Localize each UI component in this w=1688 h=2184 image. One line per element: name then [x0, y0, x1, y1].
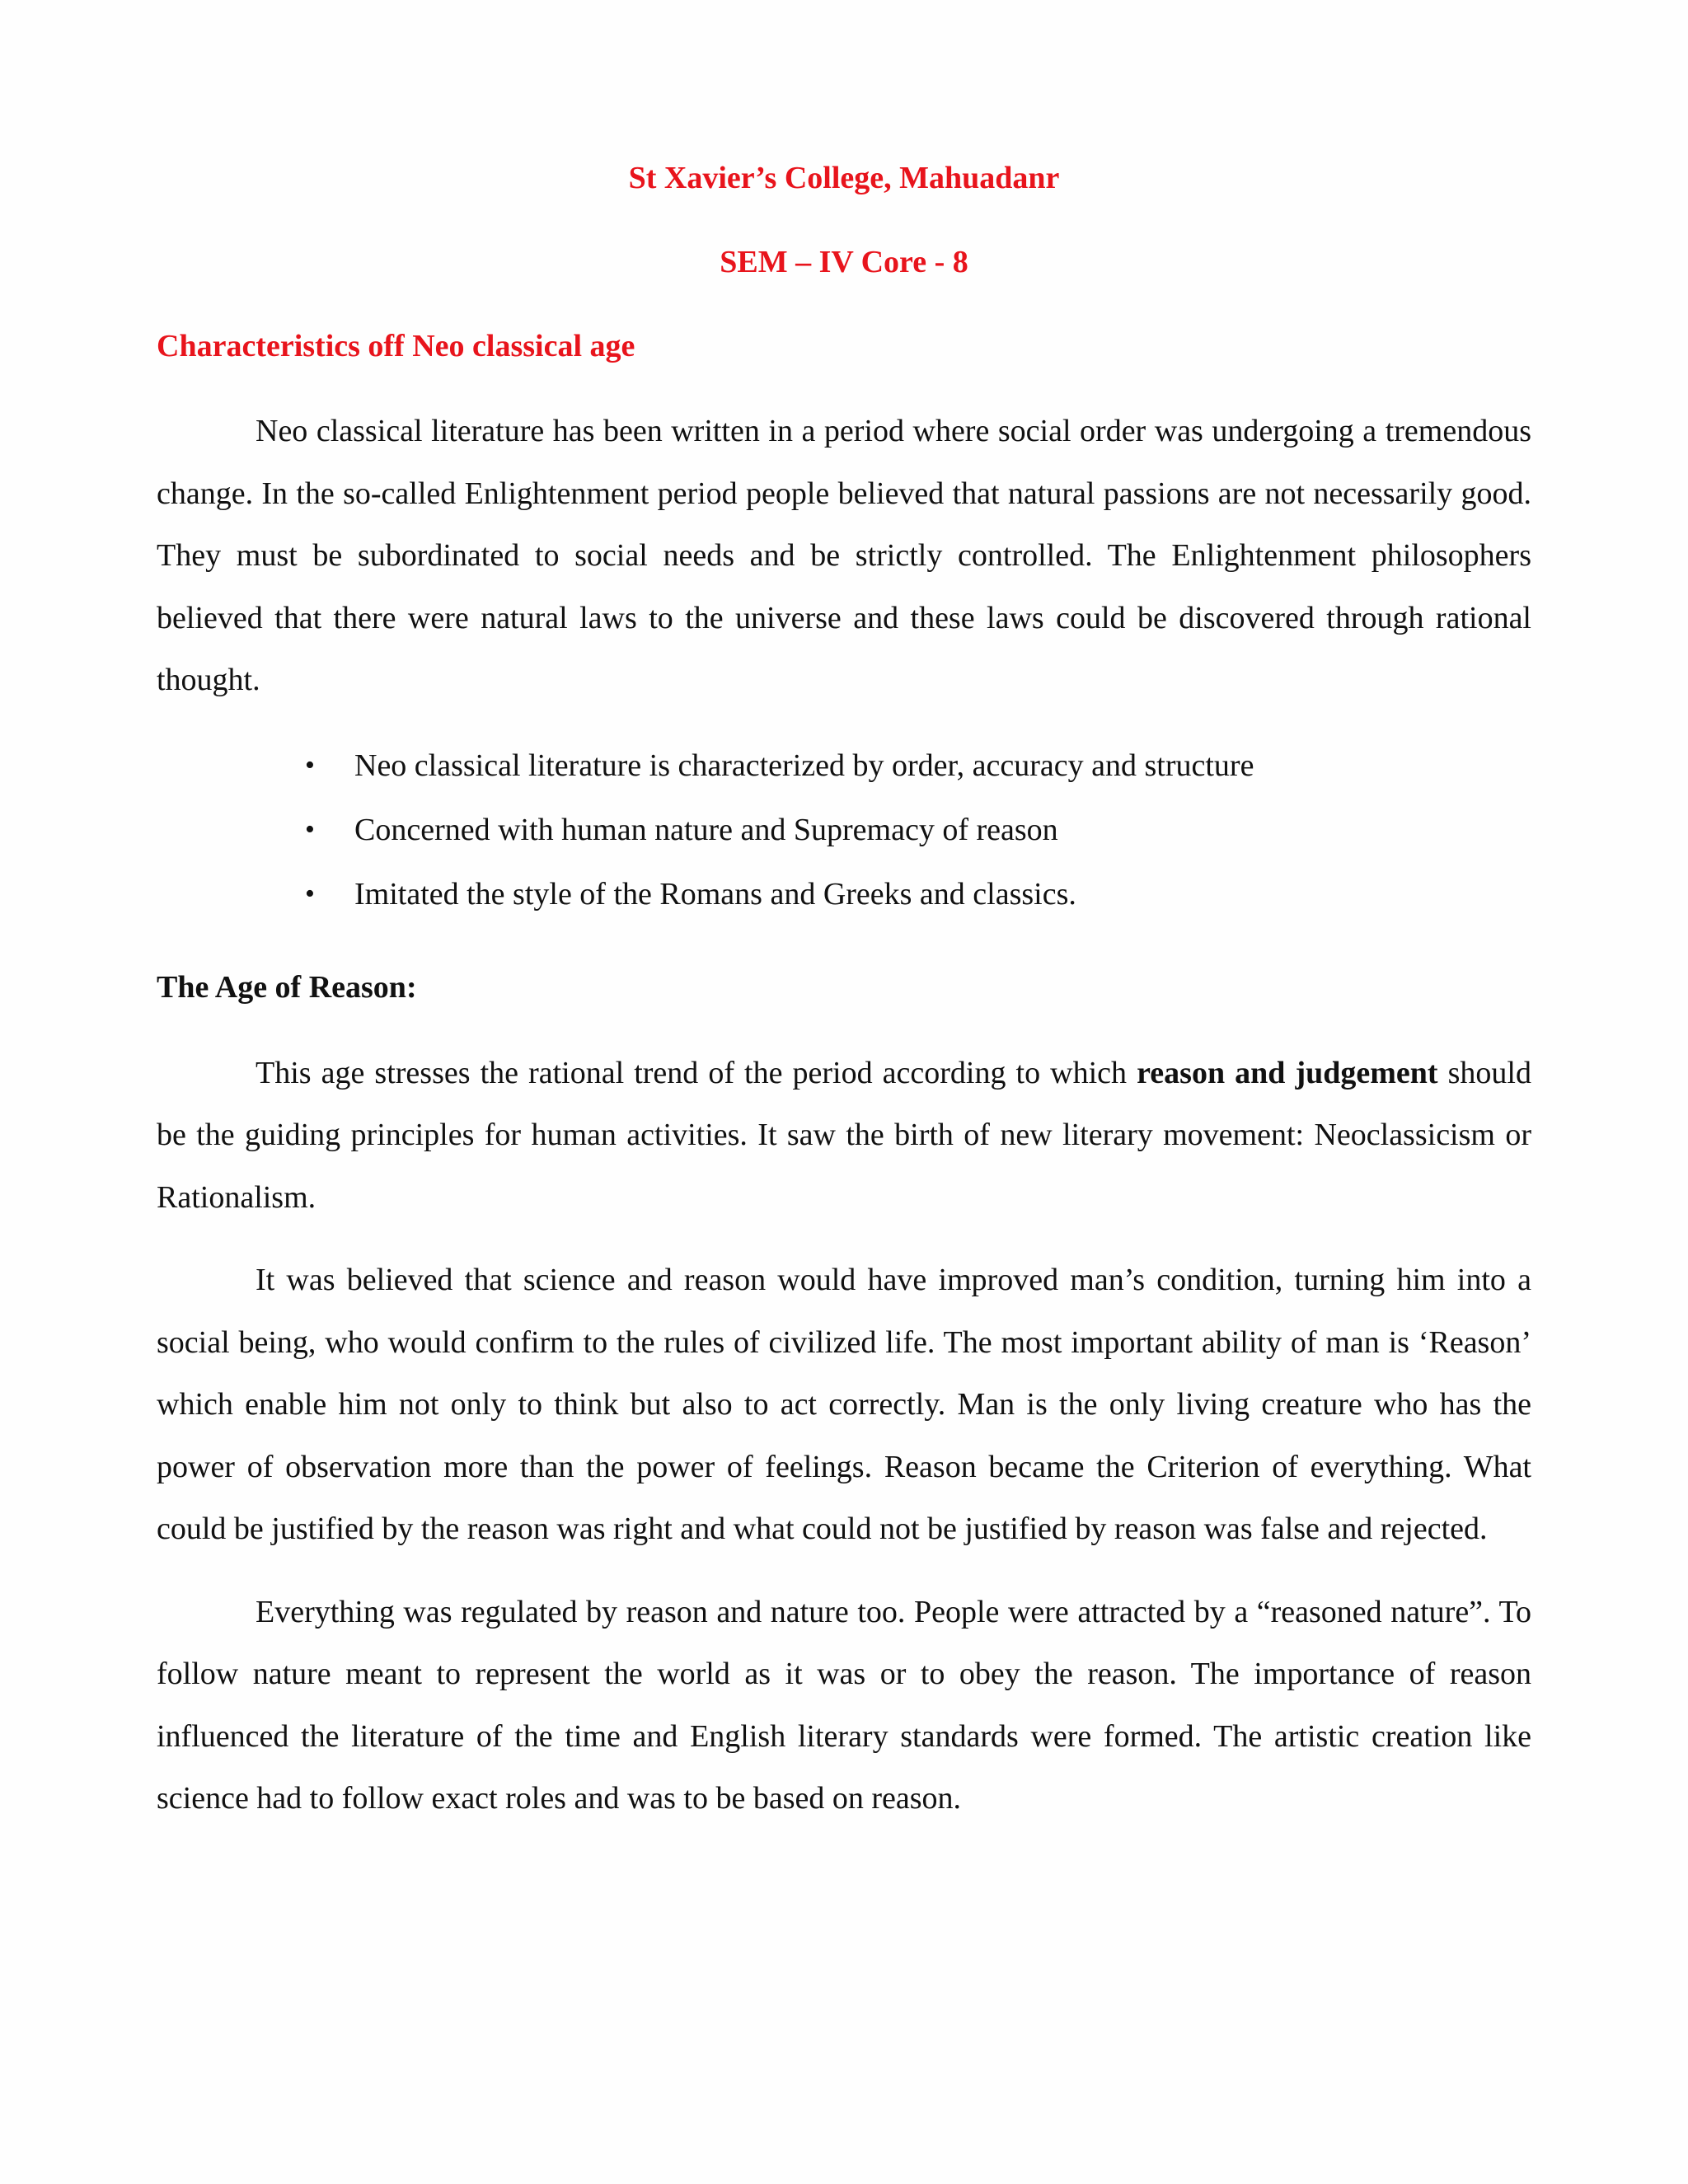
section-heading-characteristics: Characteristics off Neo classical age — [157, 329, 635, 363]
bullet-text: Neo classical literature is characterized by order, accuracy and structure — [354, 748, 1254, 783]
bullet-text: Concerned with human nature and Supremacy of reason — [354, 812, 1058, 847]
bold-phrase: reason and judgement — [1137, 1055, 1438, 1090]
paragraph-age-of-reason-2: It was believed that science and reason would have improved man’s condition, turning him into a social being, who would confirm to the rules of civilized life. The most important ability of man is ‘Reason’ which enable him not only to think but also to act correctly. Man is the only living creature who has the power of observation more than the power of feelings. Reason became the Criterion of everything. What could be justified by the reason was right and what could not be justified by reason was false and rejected. — [157, 1263, 1531, 1546]
bullet-text: Imitated the style of the Romans and Greeks and classics. — [354, 876, 1076, 912]
bullet-list — [157, 733, 1531, 926]
paragraph-text: This age stresses the rational trend of the period according to which — [256, 1055, 1137, 1090]
paragraph-age-of-reason-1 — [157, 1043, 1531, 1230]
college-title: St Xavier’s College, Mahuadanr — [628, 161, 1060, 195]
bullet-icon: • — [305, 813, 315, 845]
paragraph-intro: Neo classical literature has been written in a period where social order was undergoing a tremendous change. In the so-called Enlightenment period people believed that natural passions are not necessarily good. They must be subordinated to social needs and be strictly controlled. The Enlightenment philosophers believed that there were natural laws to the universe and these laws could be discovered through rational thought. — [157, 414, 1531, 697]
paragraph-text: should be the guiding principles for human activities. It saw the birth of new literary movement: Neoclassicism or Rationalism. — [157, 1055, 1531, 1215]
list-item — [157, 862, 1531, 926]
list-item — [157, 798, 1531, 862]
bullet-icon: • — [305, 878, 315, 909]
page-content — [157, 155, 1531, 1830]
list-item — [157, 733, 1531, 798]
section-heading-age-of-reason: The Age of Reason: — [157, 969, 417, 1005]
paragraph-age-of-reason-3: Everything was regulated by reason and nature too. People were attracted by a “reasoned nature”. To follow nature meant to represent the world as it was or to obey the reason. The importance of reason influenced the literature of the time and English literary standards were formed. The artistic creation like science had to follow exact roles and was to be based on reason. — [157, 1594, 1531, 1816]
course-title: SEM – IV Core - 8 — [720, 245, 968, 279]
bullet-icon: • — [305, 749, 315, 780]
